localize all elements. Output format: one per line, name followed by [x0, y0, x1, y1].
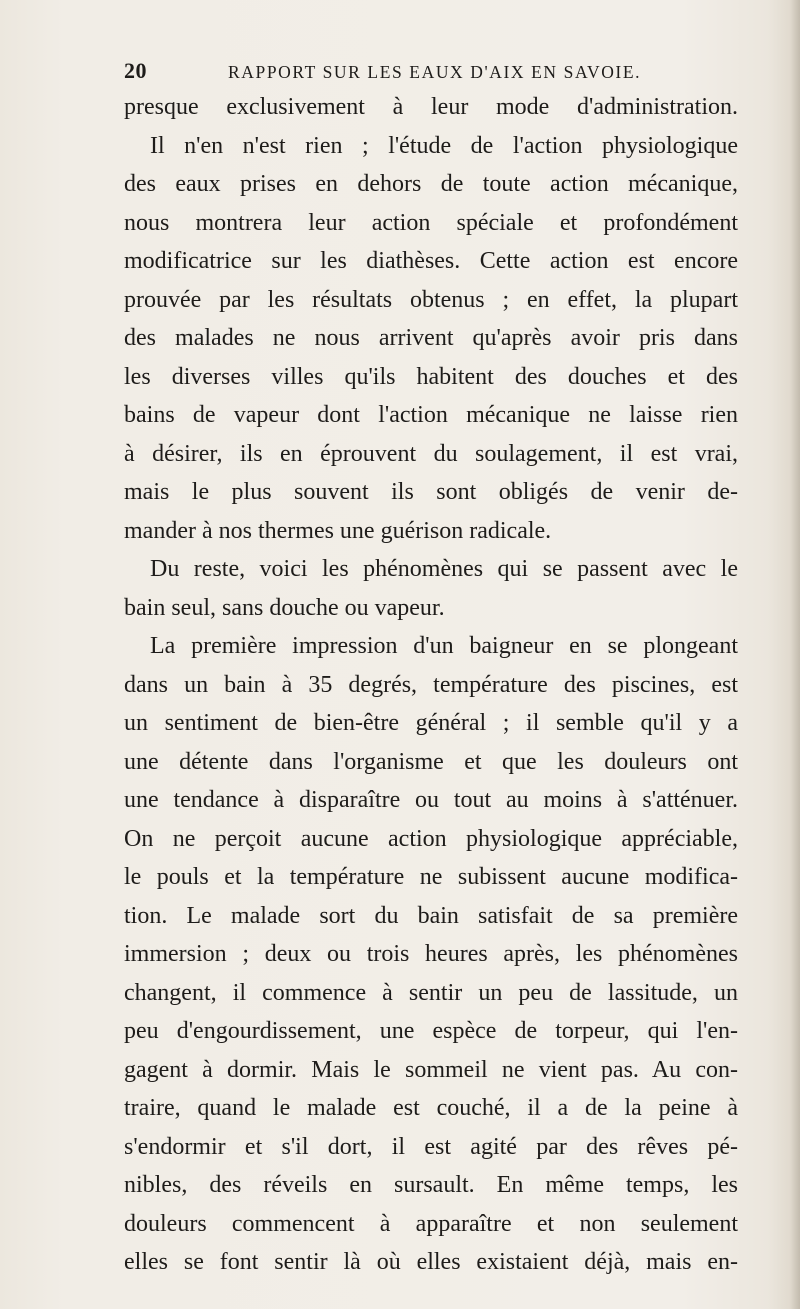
text-line: modificatrice sur les diathèses. Cette action est encore — [124, 248, 738, 274]
text-line: douleurs commencent à apparaître et non seulement — [124, 1210, 738, 1237]
text-line: Il n'en n'est rien ; l'étude de l'action physiologique — [150, 132, 738, 159]
running-head: RAPPORT SUR LES EAUX D'AIX EN SAVOIE. — [228, 62, 642, 82]
text-line: elles se font sentir là où elles existaient déjà, mais en- — [124, 1249, 738, 1275]
text-line: nous montrera leur action spéciale et profondément — [124, 209, 738, 236]
text-line: changent, il commence à sentir un peu de lassitude, un — [124, 979, 738, 1006]
text-line: prouvée par les résultats obtenus ; en effet, la plupart — [124, 286, 738, 313]
text-line: La première impression d'un baigneur en se plongeant — [150, 633, 738, 659]
text-line: peu d'engourdissement, une espèce de torpeur, qui l'en- — [124, 1018, 738, 1044]
text-line: des eaux prises en dehors de toute action mécanique, — [124, 171, 738, 197]
text-line: immersion ; deux ou trois heures après, les phénomènes — [124, 941, 738, 967]
text-line: s'endormir et s'il dort, il est agité par des rêves pé- — [124, 1133, 738, 1160]
page-header — [124, 58, 724, 88]
text-line: bains de vapeur dont l'action mécanique ne laisse rien — [124, 402, 738, 428]
text-line: le pouls et la température ne subissent aucune modifica- — [124, 864, 738, 890]
text-line: mander à nos thermes une guérison radicale. — [124, 517, 552, 544]
text-line: mais le plus souvent ils sont obligés de venir de- — [124, 479, 738, 505]
text-line: On ne perçoit aucune action physiologique appréciable, — [124, 825, 738, 852]
text-line: une tendance à disparaître ou tout au moins à s'atténuer. — [124, 787, 738, 813]
text-line: gagent à dormir. Mais le sommeil ne vient pas. Au con- — [124, 1056, 738, 1083]
text-line: Du reste, voici les phénomènes qui se passent avec le — [150, 556, 738, 582]
text-line: des malades ne nous arrivent qu'après avoir pris dans — [124, 325, 738, 351]
text-line: presque exclusivement à leur mode d'administration. — [124, 94, 738, 120]
page-edge-shadow — [790, 0, 800, 1309]
text-line: traire, quand le malade est couché, il a de la peine à — [124, 1095, 738, 1121]
text-line: un sentiment de bien-être général ; il semble qu'il y a — [124, 710, 738, 736]
text-line: bain seul, sans douche ou vapeur. — [124, 594, 445, 621]
text-line: dans un bain à 35 degrés, température des piscines, est — [124, 671, 738, 698]
page-number: 20 — [124, 58, 147, 83]
text-line: une détente dans l'organisme et que les douleurs ont — [124, 748, 738, 775]
body-text — [124, 88, 738, 1282]
text-line: à désirer, ils en éprouvent du soulagement, il est vrai, — [124, 440, 738, 467]
text-line: les diverses villes qu'ils habitent des douches et des — [124, 363, 738, 390]
text-line: nibles, des réveils en sursault. En même temps, les — [124, 1172, 738, 1198]
text-line: tion. Le malade sort du bain satisfait de sa première — [124, 902, 738, 929]
